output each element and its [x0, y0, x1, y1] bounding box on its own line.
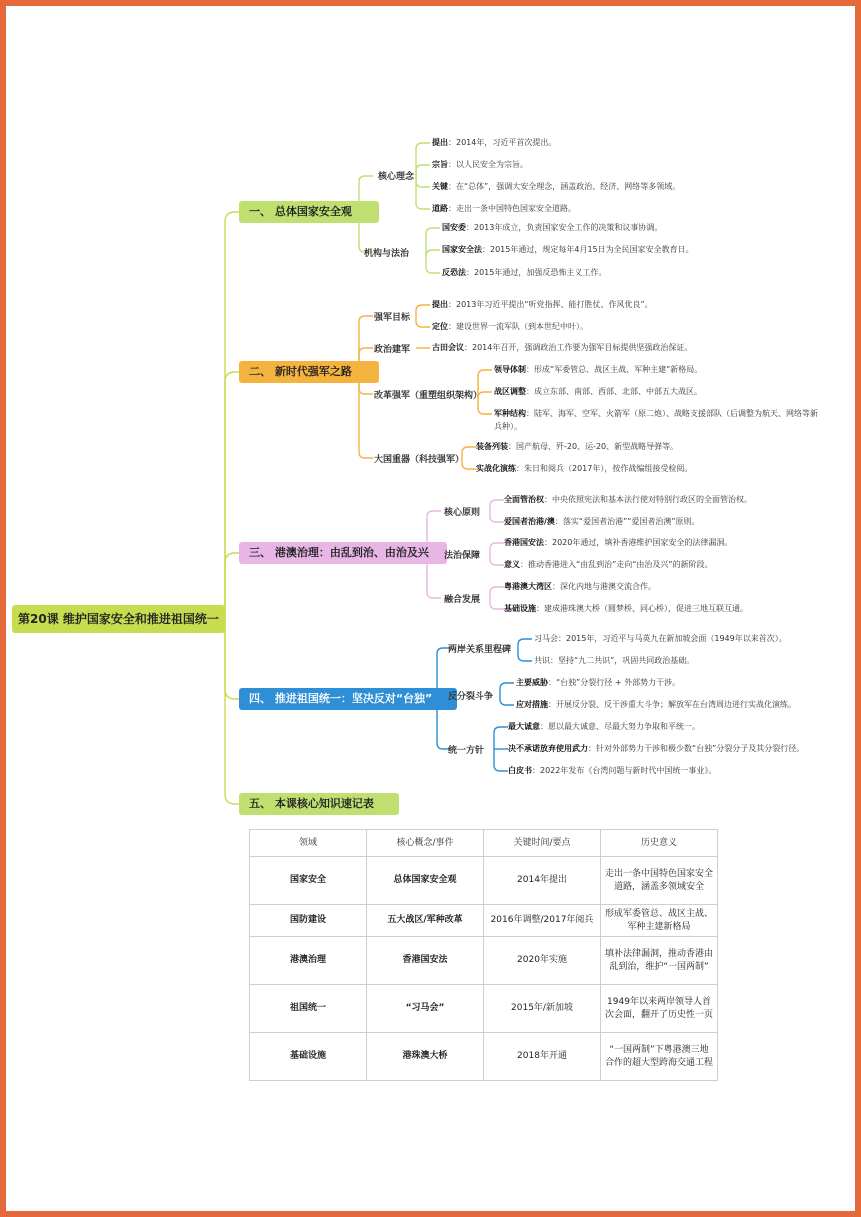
- connector-line: [494, 749, 508, 771]
- table-cell: 基础设施: [250, 1033, 367, 1081]
- table-header-cell: 领域: [250, 830, 367, 857]
- leaf-item: 基础设施：建成港珠澳大桥（圆梦桥、同心桥），促进三地互联互通。: [504, 604, 748, 613]
- connector-line: [518, 639, 532, 648]
- connector-line: [416, 176, 430, 187]
- leaf-item: 提出：2014年，习近平首次提出。: [432, 138, 557, 147]
- leaf-item: 意义：推动香港进入“由乱到治”走向“由治及兴”的新阶段。: [504, 560, 713, 569]
- connector-line: [416, 165, 430, 176]
- table-header-cell: 核心概念/事件: [367, 830, 484, 857]
- subtopic-weapons[interactable]: 大国重器（科技强军）: [374, 455, 465, 465]
- connector-line: [416, 316, 430, 327]
- connector-line: [225, 212, 239, 619]
- table-row: [250, 937, 718, 985]
- connector-line: [416, 176, 430, 209]
- table-row: [250, 905, 718, 937]
- section-national-security[interactable]: 一、 总体国家安全观: [239, 201, 379, 223]
- connector-line: [490, 587, 504, 598]
- subtopic-integration[interactable]: 融合发展: [444, 595, 481, 605]
- section-hk-macao[interactable]: 三、 港澳治理：由乱到治、由治及兴: [239, 542, 447, 564]
- leaf-item: 决不承诺放弃使用武力：针对外部势力干涉和极少数“台独”分裂分子及其分裂行径。: [508, 744, 805, 753]
- connector-line: [426, 250, 440, 256]
- connector-line: [462, 458, 476, 469]
- section-reunification[interactable]: 四、 推进祖国统一：坚决反对“台独”: [239, 688, 457, 710]
- subtopic-core-concept[interactable]: 核心理念: [378, 172, 415, 182]
- leaf-item: 反恐法：2015年通过，加强反恐怖主义工作。: [442, 268, 607, 277]
- connector-line: [518, 648, 532, 661]
- table-row: [250, 985, 718, 1033]
- leaf-item: 战区调整：成立东部、南部、西部、北部、中部五大战区。: [494, 387, 702, 396]
- connector-line: [500, 683, 514, 695]
- leaf-item: 关键：在“总体”，强调大安全理念，涵盖政治、经济、网络等多领域。: [432, 182, 681, 191]
- subtopic-rule-of-law[interactable]: 法治保障: [444, 551, 481, 561]
- connector-line: [225, 553, 239, 619]
- table-cell: 2020年实施: [484, 937, 601, 985]
- table-row: [250, 1033, 718, 1081]
- table-cell: 形成军委管总、战区主战、军种主建新格局: [601, 905, 718, 937]
- table-cell: “一国两制”下粤港澳三地合作的超大型跨海交通工程: [601, 1033, 718, 1081]
- leaf-item: 共识：坚持“九二共识”，巩固共同政治基础。: [534, 656, 695, 665]
- leaf-item: 白皮书：2022年发布《台湾问题与新时代中国统一事业》。: [508, 766, 717, 775]
- table-cell: 祖国统一: [250, 985, 367, 1033]
- leaf-item: 兵种）。: [494, 422, 522, 431]
- subtopic-political-army[interactable]: 政治建军: [374, 345, 411, 355]
- subtopic-army-reform[interactable]: 改革强军（重塑组织架构）: [374, 391, 483, 401]
- connector-line: [500, 695, 514, 705]
- connector-line: [494, 727, 508, 749]
- root-topic[interactable]: 第20课 维护国家安全和推进祖国统一: [12, 605, 225, 633]
- subtopic-reunification-policy[interactable]: 统一方针: [448, 746, 485, 756]
- table-header-cell: 历史意义: [601, 830, 718, 857]
- connector-line: [490, 511, 504, 522]
- leaf-item: 国安委：2013年成立，负责国家安全工作的决策和议事协调。: [442, 223, 663, 232]
- connector-line: [490, 500, 504, 511]
- leaf-item: 全面管治权：中央依照宪法和基本法行使对特别行政区的全面管治权。: [504, 495, 752, 504]
- leaf-item: 装备列装：国产航母、歼-20、运-20、新型战略导弹等。: [476, 442, 679, 451]
- leaf-item: 宗旨：以人民安全为宗旨。: [432, 160, 528, 169]
- connector-line: [426, 228, 440, 252]
- table-cell: 国防建设: [250, 905, 367, 937]
- table-row: [250, 857, 718, 905]
- connector-line: [462, 447, 476, 458]
- section-strong-army[interactable]: 二、 新时代强军之路: [239, 361, 379, 383]
- mind-map-sheet: [6, 6, 855, 1211]
- table-cell: 总体国家安全观: [367, 857, 484, 905]
- leaf-item: 国家安全法：2015年通过，规定每年4月15日为全民国家安全教育日。: [442, 245, 694, 254]
- connector-line: [359, 372, 373, 458]
- leaf-item: 定位：建设世界一流军队（到本世纪中叶）。: [432, 322, 588, 331]
- table-cell: 2018年开通: [484, 1033, 601, 1081]
- subtopic-core-principles[interactable]: 核心原则: [444, 508, 481, 518]
- leaf-item: 习马会：2015年，习近平与马英九在新加坡会面（1949年以来首次）。: [534, 634, 787, 643]
- leaf-item: 军种结构：陆军、海军、空军、火箭军（原二炮）、战略支援部队（后调整为航天、网络等新: [494, 409, 818, 418]
- leaf-item: 提出：2013年习近平提出“听党指挥、能打胜仗、作风优良”。: [432, 300, 653, 309]
- table-cell: 走出一条中国特色国家安全道路，涵盖多领域安全: [601, 857, 718, 905]
- connector-line: [416, 305, 430, 316]
- connector-line: [490, 543, 504, 554]
- table-cell: 填补法律漏洞，推动香港由乱到治，维护“一国两制”: [601, 937, 718, 985]
- leaf-item: 古田会议：2014年召开，强调政治工作要为强军目标提供坚强政治保证。: [432, 343, 693, 352]
- connector-line: [225, 619, 239, 699]
- table-cell: “习马会”: [367, 985, 484, 1033]
- section-summary-table[interactable]: 五、 本课核心知识速记表: [239, 793, 399, 815]
- table-cell: 港澳治理: [250, 937, 367, 985]
- leaf-item: 应对措施：开展反分裂、反干涉重大斗争；解放军在台湾周边进行实战化演练。: [516, 700, 796, 709]
- leaf-item: 粤港澳大湾区：深化内地与港澳交流合作。: [504, 582, 656, 591]
- summary-table: [249, 829, 718, 1081]
- table-cell: 五大战区/军种改革: [367, 905, 484, 937]
- table-cell: 2016年调整/2017年阅兵: [484, 905, 601, 937]
- subtopic-army-goal[interactable]: 强军目标: [374, 313, 411, 323]
- connector-line: [225, 619, 239, 804]
- connector-line: [225, 372, 239, 619]
- leaf-item: 主要威胁：“台独”分裂行径 + 外部势力干涉。: [516, 678, 681, 687]
- table-cell: 港珠澳大桥: [367, 1033, 484, 1081]
- table-header-row: [250, 830, 718, 857]
- table-cell: 香港国安法: [367, 937, 484, 985]
- connector-line: [490, 554, 504, 565]
- table-header-cell: 关键时间/要点: [484, 830, 601, 857]
- leaf-item: 实战化演练：朱日和阅兵（2017年），按作战编组接受检阅。: [476, 464, 693, 473]
- leaf-item: 最大诚意：愿以最大诚意、尽最大努力争取和平统一。: [508, 722, 700, 731]
- leaf-item: 香港国安法：2020年通过，填补香港维护国家安全的法律漏洞。: [504, 538, 733, 547]
- subtopic-institutions[interactable]: 机构与法治: [364, 249, 410, 259]
- subtopic-anti-secession[interactable]: 反分裂斗争: [448, 692, 494, 702]
- table-cell: 国家安全: [250, 857, 367, 905]
- connector-line: [426, 252, 440, 273]
- connector-line: [490, 598, 504, 609]
- leaf-item: 爱国者治港/澳：落实“爱国者治港”“爱国者治澳”原则。: [504, 517, 700, 526]
- leaf-item: 领导体制：形成“军委管总、战区主战、军种主建”新格局。: [494, 365, 703, 374]
- table-cell: 2014年提出: [484, 857, 601, 905]
- table-cell: 2015年/新加坡: [484, 985, 601, 1033]
- connector-line: [416, 143, 430, 176]
- table-cell: 1949年以来两岸领导人首次会面，翻开了历史性一页: [601, 985, 718, 1033]
- subtopic-cross-strait-milestones[interactable]: 两岸关系里程碑: [448, 645, 512, 655]
- leaf-item: 道路：走出一条中国特色国家安全道路。: [432, 204, 576, 213]
